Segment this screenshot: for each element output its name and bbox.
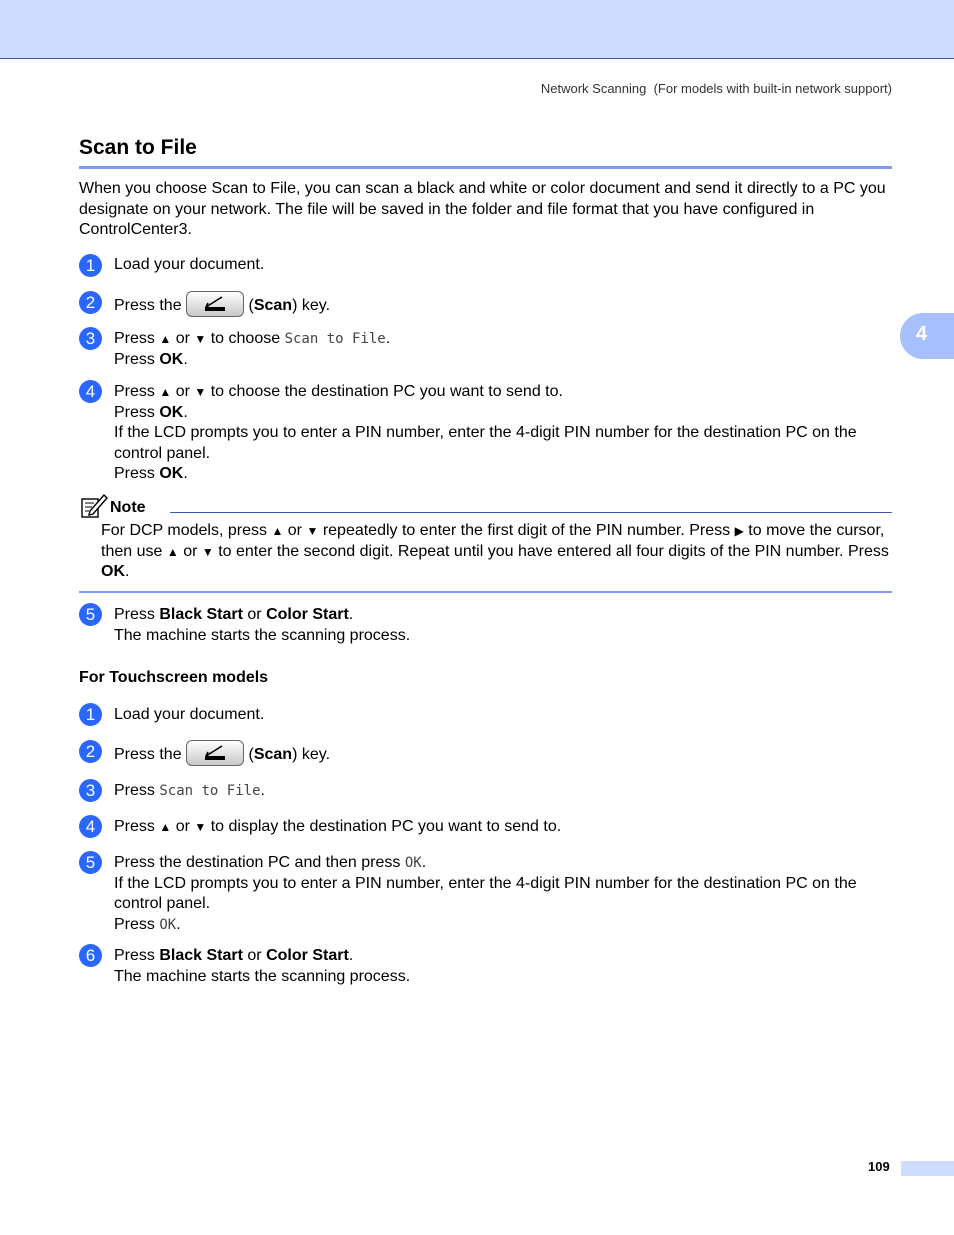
lcd-option: Scan to File [284,331,386,347]
pin-instructions: If the LCD prompts you to enter a PIN number, enter the 4-digit PIN number for the destination PC on the control panel. [114,424,857,462]
top-banner [0,0,954,59]
step-number: 5 [79,603,102,626]
section-title: Scan to File [79,136,197,159]
step-text [114,817,894,838]
step-number: 5 [79,851,102,874]
scan-key-button [186,291,244,317]
press-word: Press [114,330,155,347]
choose-text: to choose [210,330,281,347]
step-number: 4 [79,380,102,403]
result-text: The machine starts the scanning process. [114,967,411,985]
step-text: Press the (Scan) key. [114,742,894,768]
page-number: 109 [868,1159,890,1174]
press-word: Press [114,818,155,835]
step-number: 4 [79,815,102,838]
intro-paragraph: When you choose Scan to File, you can scan a black and white or color document and send it directly to a PC you designate on your network. The file will be saved in the folder and file format that you have configured in ControlCenter3. [79,180,886,238]
result-text: The machine starts the scanning process. [114,626,411,644]
step-number: 3 [79,327,102,350]
step-number: 1 [79,254,102,277]
step-number: 2 [79,291,102,314]
note-text: repeatedly to enter the first digit of the PIN number. Press [322,522,731,539]
lcd-ok: OK [404,855,422,871]
step-number: 2 [79,740,102,763]
arrow-up-icon: ▲ [159,385,172,399]
arrow-up-icon: ▲ [166,544,179,559]
note-text: to move the cursor, then use [101,522,885,560]
arrow-up-icon: ▲ [271,524,284,538]
ok-key: OK [101,563,125,580]
press-word: Press [114,465,155,482]
note-label: Note [110,499,146,516]
step-text [114,255,894,276]
press-word: Press [114,915,155,933]
note-pencil-icon [80,493,108,519]
scan-icon [204,295,226,313]
arrow-down-icon: ▼ [194,385,207,399]
step-text: Press ▲ or ▼ to choose Scan to File. Press OK. [114,330,391,368]
step-text: Press Scan to File. [114,782,265,799]
arrow-up-icon: ▲ [159,332,172,346]
arrow-right-icon: ▶ [734,524,744,538]
step-2-pre: Press the [114,746,182,764]
color-start-key: Color Start [266,947,349,964]
lcd-ok: OK [159,916,177,933]
choose-text: to choose the destination PC you want to send to. [210,383,563,400]
step-text: Press ▲ or ▼ to choose the destination PC you want to send to. Press OK. If the LCD prompts you to enter a PIN number, enter the 4-digit PIN number for the destination PC on the control panel. Press OK. [114,383,857,482]
step-2-post: key. [301,746,331,764]
step-text: Press Black Start or Color Start. The machine starts the scanning process. [114,947,411,985]
color-start-key: Color Start [266,606,349,623]
arrow-up-icon: ▲ [159,820,172,834]
pin-instructions: If the LCD prompts you to enter a PIN number, enter the 4-digit PIN number for the destination PC on the control panel. [114,874,857,912]
or-word: or [247,947,262,964]
ok-key: OK [159,465,184,482]
or-word: or [183,542,198,560]
step-text: Press Black Start or Color Start. The machine starts the scanning process. [114,606,411,644]
scan-key-label: Scan [253,297,293,315]
black-start-key: Black Start [159,947,243,964]
arrow-down-icon: ▼ [306,524,319,538]
step-number: 6 [79,944,102,967]
step-2-pre: Press the [114,297,182,315]
or-word: or [175,330,190,347]
touchscreen-heading: For Touchscreen models [79,669,269,686]
title-divider [79,166,892,169]
press-word: Press [114,606,155,623]
arrow-down-icon: ▼ [201,544,214,559]
press-word: Press [114,782,155,799]
press-word: Press [114,383,155,400]
arrow-down-icon: ▼ [194,820,207,834]
ok-key: OK [159,403,184,421]
running-header: Network Scanning (For models with built-in network support) [540,81,892,96]
or-word: or [287,522,303,539]
press-word: Press [114,350,155,368]
ok-key: OK [159,350,184,368]
or-word: or [247,606,262,623]
note-body: For DCP models, press ▲ or ▼ repeatedly to enter the first digit of the PIN number. Press ▶ to move the cursor, then use ▲ or ▼ to enter the second digit. Repeat until you have entered all four digits of the PIN number. Press OK. [101,522,889,580]
step-text: Press the destination PC and then press OK. If the LCD prompts you to enter a PIN number, enter the 4-digit PIN number for the destination PC on the control panel. Press OK. [114,854,857,933]
page-bar [901,1161,954,1176]
lcd-option: Scan to File [159,783,261,799]
note-text: to enter the second digit. Repeat until you have entered all four digits of the PIN number. Press [218,542,889,560]
step-2-post: key. [301,297,331,315]
step-1-text: Load your document. [114,256,265,273]
step-text [114,705,894,726]
destination-text: Press the destination PC and then press [114,854,401,871]
press-word: Press [114,403,155,421]
arrow-down-icon: ▼ [194,332,207,346]
touch-step-1-text: Load your document. [114,706,265,723]
or-word: or [175,383,190,400]
note-top-rule [170,512,892,513]
step-number: 1 [79,703,102,726]
black-start-key: Black Start [159,606,243,623]
chapter-tab [900,313,954,359]
chapter-number: 4 [916,323,928,345]
note-text: For DCP models, press [101,522,267,539]
step-text: Press the (Scan) key. [114,293,894,319]
display-text: to display the destination PC you want to send to. [210,818,562,835]
press-word: Press [114,947,155,964]
note-bottom-rule [79,591,892,593]
scan-key-button [186,740,244,766]
step-number: 3 [79,779,102,802]
scan-key-label: Scan [253,746,293,764]
or-word: or [175,818,190,835]
scan-icon [204,744,226,762]
